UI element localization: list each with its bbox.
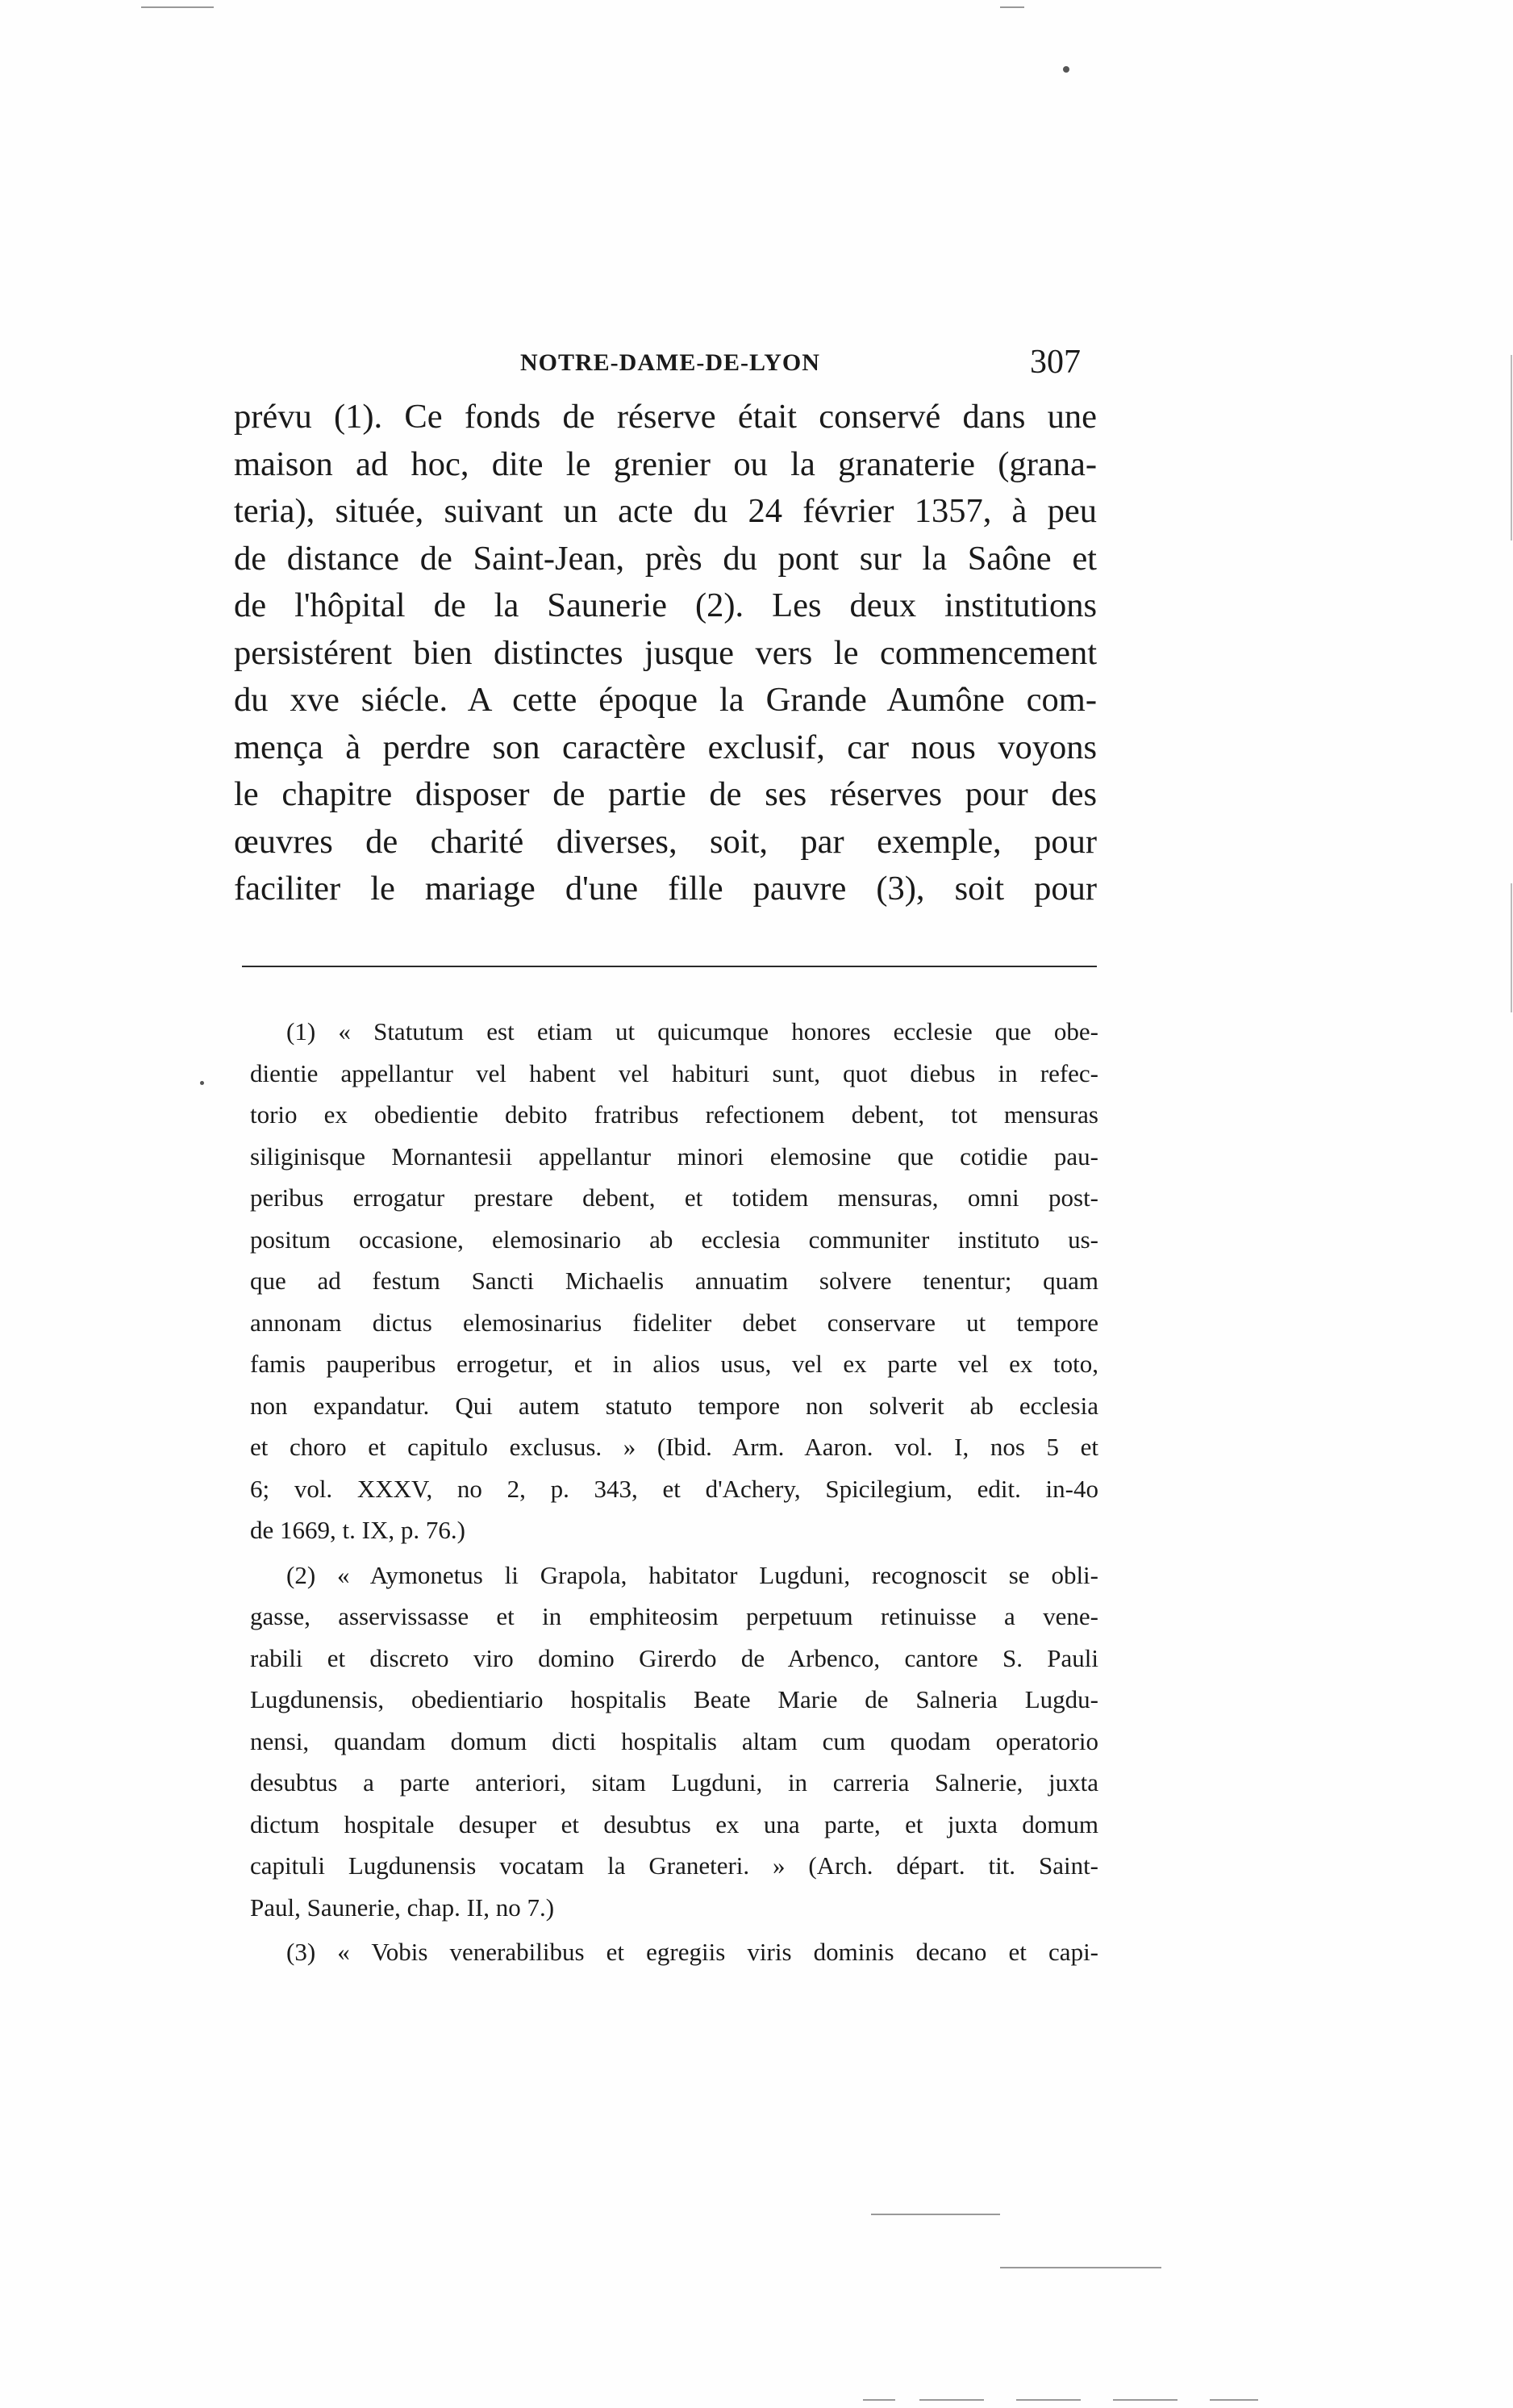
body-line: mença à perdre son caractère exclusif, car nous voyons — [234, 728, 1097, 766]
footnote-line: (2) « Aymonetus li Grapola, habitator Lugduni, recognoscit se obli- — [286, 1560, 1098, 1589]
footnote-line: capituli Lugdunensis vocatam la Graneteri. » (Arch. départ. tit. Saint- — [250, 1851, 1098, 1880]
body-line: de distance de Saint-Jean, près du pont sur la Saône et — [234, 539, 1097, 578]
footnote-line: et choro et capitulo exclusus. » (Ibid. Arm. Aaron. vol. I, nos 5 et — [250, 1433, 1098, 1461]
scan-mark — [919, 2399, 984, 2401]
footnote-line: annonam dictus elemosinarius fideliter debet conservare ut tempore — [250, 1308, 1098, 1337]
scan-mark — [1210, 2399, 1258, 2401]
body-line: œuvres de charité diverses, soit, par exemple, pour — [234, 822, 1097, 861]
footnote-line: siliginisque Mornantesii appellantur minori elemosine que cotidie pau- — [250, 1141, 1098, 1171]
page-edge-line — [1511, 355, 1512, 540]
scan-mark — [1000, 2267, 1161, 2268]
running-head — [234, 343, 1105, 391]
body-line: teria), située, suivant un acte du 24 février 1357, à peu — [234, 492, 1097, 530]
footnote-3 — [250, 1931, 1098, 1973]
scan-mark — [863, 2399, 895, 2401]
footnote-line: positum occasione, elemosinario ab ecclesia communiter instituto us- — [250, 1225, 1098, 1254]
footnote-line: non expandatur. Qui autem statuto tempore non solverit ab ecclesia — [250, 1391, 1098, 1420]
footnote-line: dictum hospitale desuper et desubtus ex una parte, et juxta domum — [250, 1809, 1098, 1838]
page-edge-line — [1511, 883, 1512, 1012]
running-title: NOTRE-DAME-DE-LYON — [520, 349, 820, 376]
body-line: prévu (1). Ce fonds de réserve était conservé dans une — [234, 398, 1097, 436]
scan-mark — [141, 6, 214, 8]
body-line: de l'hôpital de la Saunerie (2). Les deux institutions — [234, 586, 1097, 624]
footnotes — [250, 1011, 1098, 1973]
body-line: du xve siécle. A cette époque la Grande Aumône com- — [234, 681, 1097, 719]
body-line: faciliter le mariage d'une fille pauvre (3), soit pour — [234, 870, 1097, 908]
footnote-line: famis pauperibus errogetur, et in alios usus, vel ex parte vel ex toto, — [250, 1350, 1098, 1378]
footnote-line: que ad festum Sancti Michaelis annuatim solvere tenentur; quam — [250, 1267, 1098, 1295]
page-number: 307 — [1030, 344, 1081, 381]
footnote-line: (3) « Vobis venerabilibus et egregiis viris dominis decano et capi- — [286, 1938, 1098, 1966]
footnote-line: 6; vol. XXXV, no 2, p. 343, et d'Achery, Spicilegium, edit. in-4o — [250, 1474, 1098, 1503]
body-line: le chapitre disposer de partie de ses réserves pour des — [234, 775, 1097, 813]
scan-mark — [871, 2214, 1000, 2215]
footnote-line: dientie appellantur vel habent vel habituri sunt, quot diebus in refec- — [250, 1058, 1098, 1087]
footnote-line: rabili et discreto viro domino Girerdo de Arbenco, cantore S. Pauli — [250, 1643, 1098, 1672]
footnote-1 — [250, 1011, 1098, 1551]
body-line: persistérent bien distinctes jusque vers le commencement — [234, 633, 1097, 672]
body-line: maison ad hoc, dite le grenier ou la granaterie (grana- — [234, 444, 1097, 483]
scan-mark — [1016, 2399, 1081, 2401]
footnote-line: torio ex obedientie debito fratribus refectionem debent, tot mensuras — [250, 1100, 1098, 1129]
scan-speck — [200, 1081, 204, 1085]
body-text — [234, 394, 1097, 913]
footnote-line: gasse, asservissasse et in emphiteosim perpetuum retinuisse a vene- — [250, 1602, 1098, 1630]
footnote-line: peribus errogatur prestare debent, et totidem mensuras, omni post- — [250, 1183, 1098, 1212]
scan-mark — [1113, 2399, 1177, 2401]
footnote-line: Lugdunensis, obedientiario hospitalis Beate Marie de Salneria Lugdu- — [250, 1685, 1098, 1713]
scan-mark — [1000, 6, 1024, 8]
footnote-line: nensi, quandam domum dicti hospitalis altam cum quodam operatorio — [250, 1726, 1098, 1755]
footnote-2 — [250, 1555, 1098, 1929]
footnote-line: desubtus a parte anteriori, sitam Lugduni, in carreria Salnerie, juxta — [250, 1768, 1098, 1797]
footnote-line: (1) « Statutum est etiam ut quicumque honores ecclesie que obe- — [286, 1017, 1098, 1045]
footnote-separator — [242, 966, 1097, 967]
footnote-line: Paul, Saunerie, chap. II, no 7.) — [250, 1893, 555, 1922]
scan-speck — [1063, 66, 1069, 73]
footnote-line: de 1669, t. IX, p. 76.) — [250, 1516, 465, 1544]
